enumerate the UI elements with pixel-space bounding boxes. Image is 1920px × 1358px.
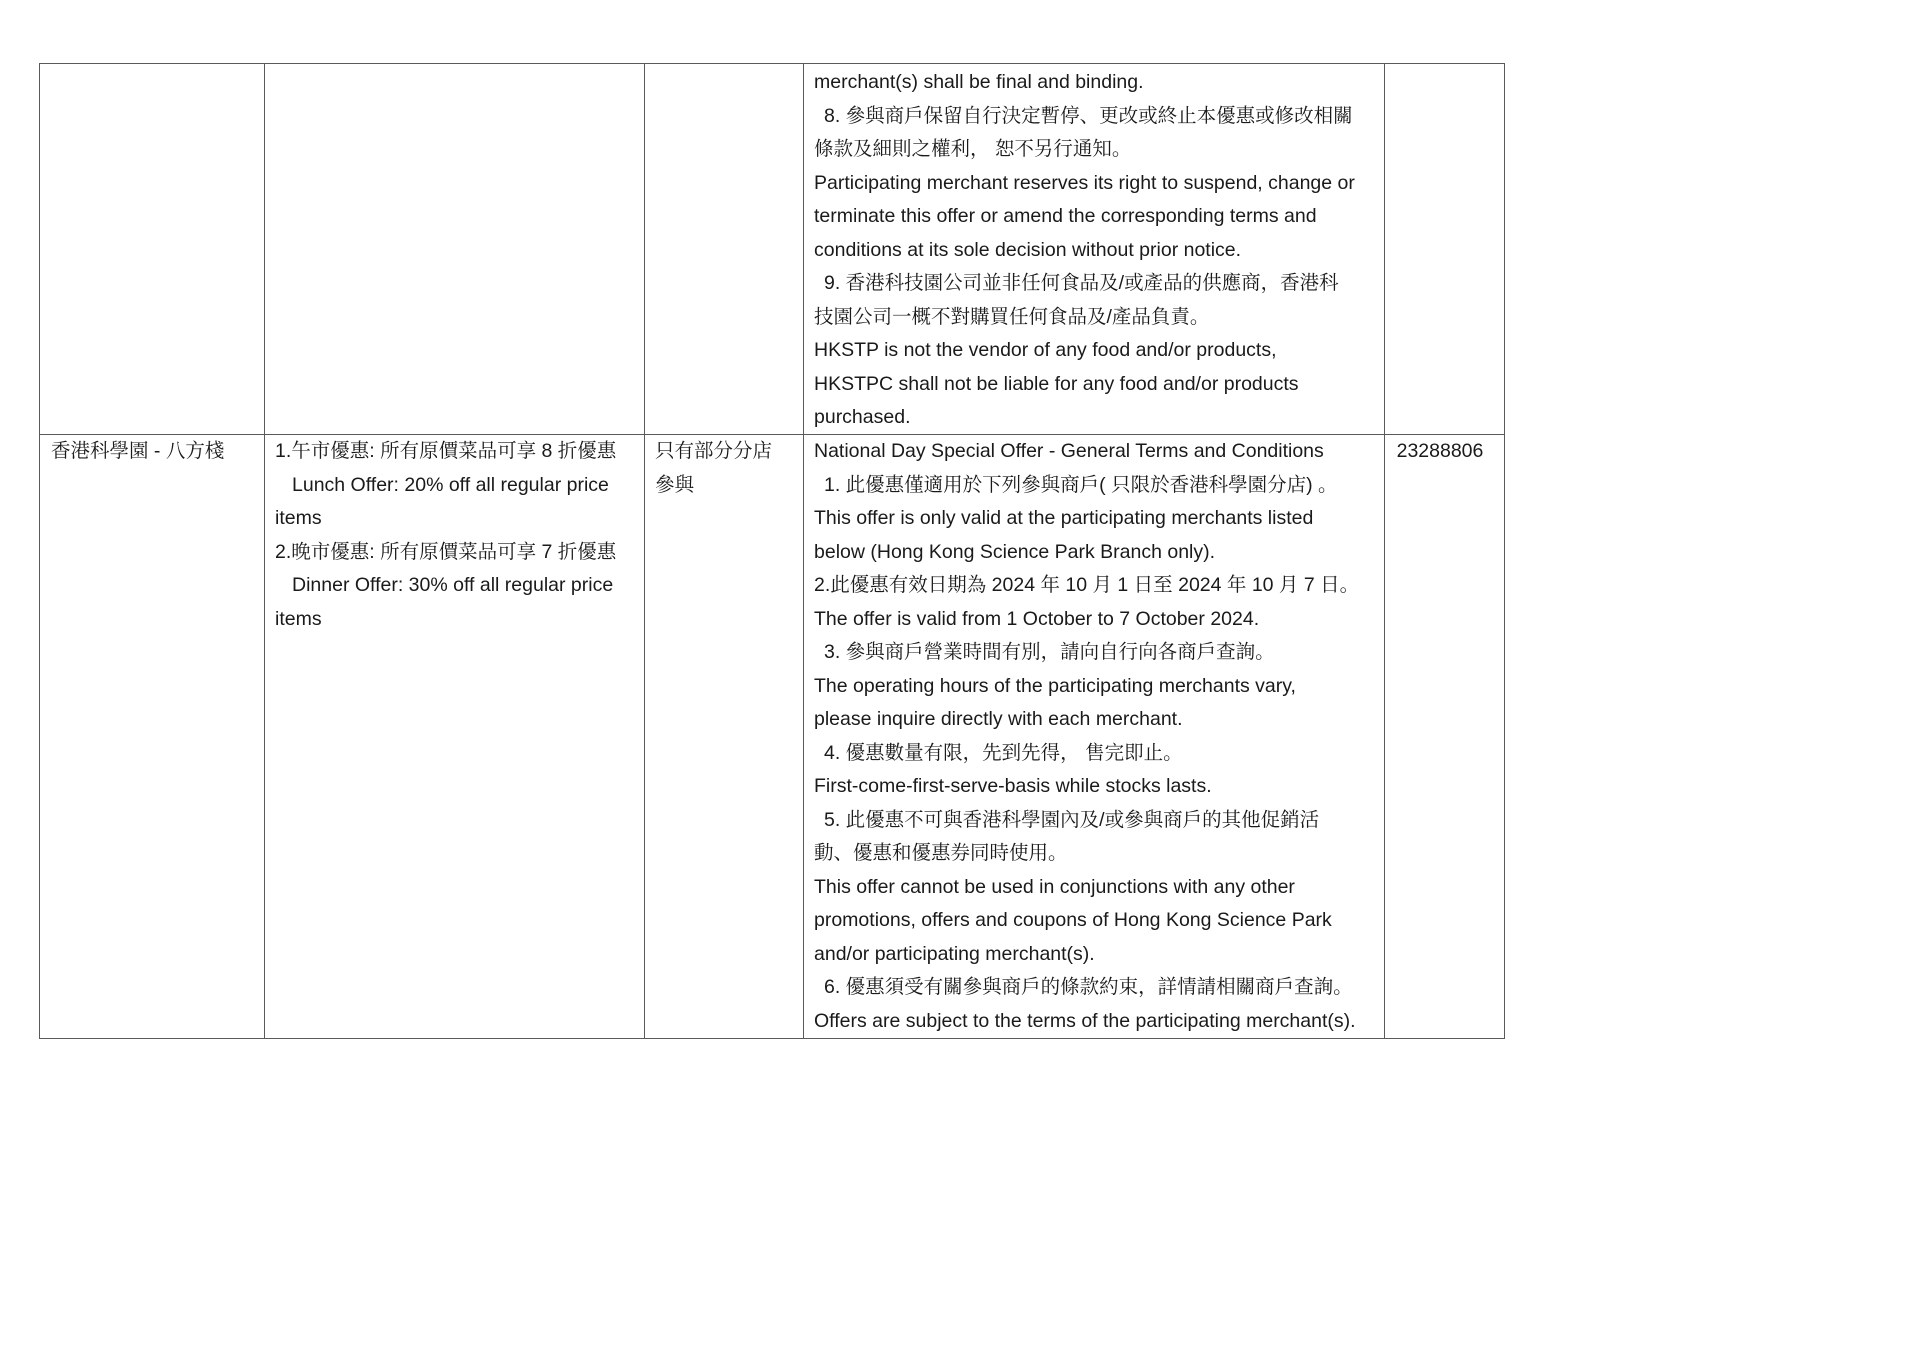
terms-line: Offers are subject to the terms of the participating merchant(s). [814,1009,1356,1032]
terms-line: 8. 參與商戶保留自行決定暫停、更改或終止本優惠或修改相關 [824,104,1353,127]
branch-cell [655,435,772,502]
terms-line: terminate this offer or amend the corresponding terms and [814,205,1317,227]
offer-line: Dinner Offer: 30% off all regular price [292,574,614,596]
terms-line: below (Hong Kong Science Park Branch only). [814,540,1216,563]
column-divider [644,64,645,1038]
terms-line: promotions, offers and coupons of Hong Kong Science Park [814,909,1332,931]
offer-line: items [275,507,322,529]
terms-line: National Day Special Offer - General Terms and Conditions [814,440,1324,462]
terms-line: This offer is only valid at the participating merchants listed [814,507,1314,529]
branch-line: 只有部分分店 [655,440,773,462]
column-divider [1384,64,1385,1038]
terms-line: HKSTP is not the vendor of any food and/or products, [814,339,1277,361]
column-divider [264,64,265,1038]
merchant-name-cell [51,435,224,469]
offer-table [39,63,1505,1039]
terms-line: Participating merchant reserves its right to suspend, change or [814,171,1355,194]
column-divider [803,64,804,1038]
offer-cell [275,435,616,636]
offer-line: 1.午市優惠: 所有原價菜品可享 8 折優惠 [275,440,617,462]
terms-line: conditions at its sole decision without prior notice. [814,238,1242,261]
terms-line: merchant(s) shall be final and binding. [814,71,1144,93]
terms-line: 技園公司一概不對購買任何食品及/產品負責。 [814,305,1210,328]
terms-line: 4. 優惠數量有限，先到先得， 售完即止。 [824,741,1183,764]
terms-line: The operating hours of the participating merchants vary, [814,674,1296,697]
terms-line: and/or participating merchant(s). [814,942,1095,965]
terms-line: 3. 參與商戶營業時間有別，請向自行向各商戶查詢。 [824,641,1275,663]
terms-line: 9. 香港科技園公司並非任何食品及/或產品的供應商，香港科 [824,272,1339,294]
offer-line: items [275,607,322,630]
phone-cell [1385,435,1495,469]
merchant-name: 香港科學園 - 八方棧 [51,440,225,462]
terms-line: 1. 此優惠僅適用於下列參與商戶( 只限於香港科學園分店) 。 [824,473,1338,496]
row2-terms-cell [814,435,1359,1038]
terms-line: 6. 優惠須受有關參與商戶的條款約束，詳情請相關商戶查詢。 [824,976,1353,998]
terms-line: 動、優惠和優惠券同時使用。 [814,842,1068,864]
terms-line: The offer is valid from 1 October to 7 October 2024. [814,607,1260,630]
terms-line: purchased. [814,406,911,428]
terms-line: 條款及細則之權利， 恕不另行通知。 [814,138,1132,160]
terms-line: please inquire directly with each merchant. [814,708,1183,730]
terms-line: This offer cannot be used in conjunctions with any other [814,875,1295,898]
terms-line: 2.此優惠有效日期為 2024 年 10 月 1 日至 2024 年 10 月 7 日。 [814,574,1360,596]
branch-line: 參與 [655,473,695,496]
phone-number: 23288806 [1396,440,1484,462]
offer-line: 2.晚市優惠: 所有原價菜品可享 7 折優惠 [275,540,617,563]
terms-line: HKSTPC shall not be liable for any food and/or products [814,372,1299,395]
terms-line: 5. 此優惠不可與香港科學園內及/或參與商戶的其他促銷活 [824,808,1320,831]
offer-line: Lunch Offer: 20% off all regular price [292,473,609,496]
terms-line: First-come-first-serve-basis while stocks lasts. [814,775,1212,797]
row1-terms-cell [814,66,1355,435]
